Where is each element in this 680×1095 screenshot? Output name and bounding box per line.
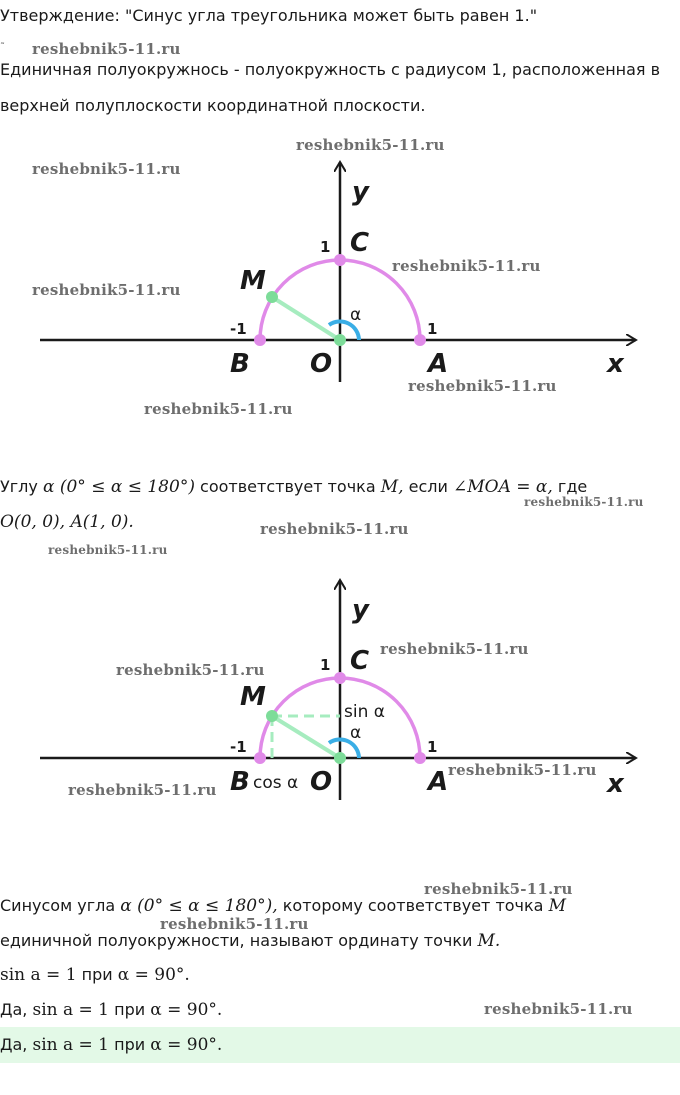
- point-m: [266, 710, 278, 722]
- watermark: reshebnik5-11.ru: [68, 781, 217, 799]
- tick-one-top: 1: [320, 656, 331, 674]
- watermark: reshebnik5-11.ru: [380, 640, 529, 658]
- point-b: [254, 334, 266, 346]
- point-a: [414, 752, 426, 764]
- point-c: [334, 672, 346, 684]
- label-m: M: [240, 682, 266, 712]
- result1-angle: α = 90°.: [117, 965, 190, 985]
- sine-point-m: M: [548, 896, 566, 916]
- point-o: [334, 334, 346, 346]
- statement-text: Утверждение: "Синус угла треугольника может быть равен 1.": [0, 6, 538, 25]
- answer-angle: α = 90°.: [150, 1035, 223, 1055]
- angle-range-math: α (0° ≤ α ≤ 180°): [42, 477, 195, 497]
- answer-da: Да,: [0, 1035, 28, 1054]
- angle-gde: где: [557, 477, 588, 496]
- angle-middle: соответствует точка: [200, 477, 376, 496]
- point-m: [266, 291, 278, 303]
- label-c: C: [350, 228, 370, 258]
- tick-minus-one: -1: [230, 738, 247, 756]
- result2-formula: sin a = 1: [32, 1000, 110, 1020]
- watermark: reshebnik5-11.ru: [484, 1000, 633, 1018]
- label-a: A: [428, 767, 449, 797]
- angle-point-m: M,: [380, 477, 404, 497]
- tick-one-right: 1: [427, 738, 438, 756]
- label-y: y: [352, 177, 369, 207]
- answer-pri: при: [114, 1035, 146, 1054]
- label-x: x: [607, 349, 624, 379]
- result-line-1: [0, 965, 190, 985]
- point-c: [334, 254, 346, 266]
- sine-definition-line-2: [0, 931, 500, 951]
- watermark: reshebnik5-11.ru: [32, 160, 181, 178]
- point-o: [334, 752, 346, 764]
- answer-line: [0, 1035, 222, 1055]
- label-y: y: [352, 595, 369, 625]
- angle-esli: если: [408, 477, 448, 496]
- result-line-2: [0, 1000, 222, 1020]
- tick-minus-one: -1: [230, 320, 247, 338]
- result2-da: Да,: [0, 1000, 28, 1019]
- watermark: reshebnik5-11.ru: [408, 377, 557, 395]
- watermark: reshebnik5-11.ru: [296, 136, 445, 154]
- tick-one-right: 1: [427, 320, 438, 338]
- sine-def-text: единичной полуокружности, называют ординату точки: [0, 931, 473, 950]
- angle-label: α: [350, 305, 362, 325]
- label-o: O: [310, 767, 333, 797]
- watermark: reshebnik5-11.ru: [392, 257, 541, 275]
- label-c: C: [350, 646, 370, 676]
- watermark: reshebnik5-11.ru: [424, 880, 573, 898]
- angle-description: [0, 477, 587, 497]
- label-o: O: [310, 349, 333, 379]
- watermark: reshebnik5-11.ru: [160, 915, 309, 933]
- label-b: B: [230, 767, 250, 797]
- label-b: B: [230, 349, 250, 379]
- angle-points-math: O(0, 0), A(1, 0).: [0, 512, 134, 532]
- point-b: [254, 752, 266, 764]
- result1-pri: при: [81, 965, 113, 984]
- radius-om: [272, 716, 340, 758]
- sine-definition-line-1: [0, 896, 566, 916]
- sine-range-math: α (0° ≤ α ≤ 180°),: [120, 896, 278, 916]
- tick-one-top: 1: [320, 238, 331, 256]
- label-x: x: [607, 769, 624, 799]
- watermark: reshebnik5-11.ru: [448, 761, 597, 779]
- angle-condition-math: ∠MOA = α,: [453, 477, 553, 497]
- bullet-marker: ˜: [0, 42, 5, 53]
- watermark: reshebnik5-11.ru: [32, 40, 181, 58]
- watermark: reshebnik5-11.ru: [524, 495, 644, 509]
- sine-middle: которому соответствует точка: [282, 896, 544, 915]
- watermark: reshebnik5-11.ru: [32, 281, 181, 299]
- result2-angle: α = 90°.: [150, 1000, 223, 1020]
- watermark: reshebnik5-11.ru: [116, 661, 265, 679]
- definition-line-2: верхней полуплоскости координатной плоскости.: [0, 96, 426, 115]
- label-a: A: [428, 349, 449, 379]
- point-a: [414, 334, 426, 346]
- result1-formula: sin a = 1: [0, 965, 77, 985]
- watermark: reshebnik5-11.ru: [260, 520, 409, 538]
- sine-prefix: Синусом угла: [0, 896, 116, 915]
- radius-om: [272, 297, 340, 340]
- watermark: reshebnik5-11.ru: [144, 400, 293, 418]
- answer-formula: sin a = 1: [32, 1035, 110, 1055]
- result2-pri: при: [114, 1000, 146, 1019]
- label-m: M: [240, 266, 266, 296]
- angle-label: α: [350, 723, 362, 743]
- definition-line-1: Единичная полуокружнось - полуокружность с радиусом 1, расположенная в: [0, 60, 661, 79]
- watermark: reshebnik5-11.ru: [48, 543, 168, 557]
- sin-label: sin α: [344, 702, 385, 722]
- sine-def-point-m: M.: [477, 931, 501, 951]
- cos-label: cos α: [253, 773, 299, 793]
- angle-prefix: Углу: [0, 477, 38, 496]
- unit-semicircle-diagram: [0, 150, 680, 410]
